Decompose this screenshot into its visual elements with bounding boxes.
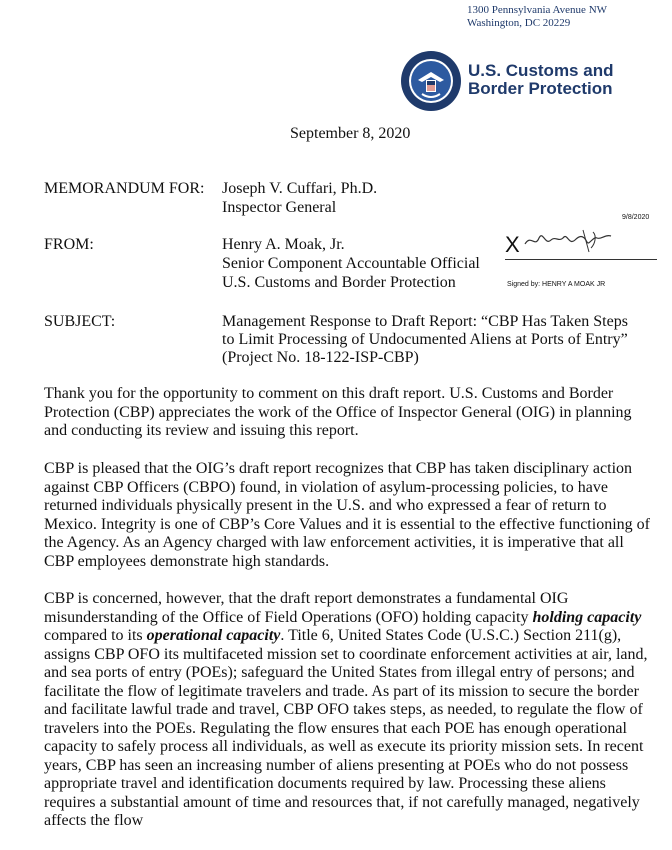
agency-line-1: U.S. Customs and — [468, 61, 614, 80]
memo-subject-line-3: (Project No. 18-122-ISP-CBP) — [222, 349, 419, 366]
memo-subject-line-2: to Limit Processing of Undocumented Aliens at Ports of Entry” — [222, 331, 628, 348]
paragraph-2-text: CBP is pleased that the OIG’s draft report recognizes that CBP has taken disciplinary action against CBP Officers (CBPO) found, in violation of asylum-processing policies, to have returned individuals physically present in the U.S. and who expressed a fear of return to Mexico. Integrity is one of CBP’s Core Values and it is essential to the effective functioning of the Agency. As an Agency charged with law enforcement activities, it is imperative that all CBP employees demonstrate high standards. — [44, 460, 650, 570]
handwritten-signature — [523, 226, 615, 256]
paragraph-3-part-b: compared to its — [44, 627, 147, 644]
memo-from-name: Henry A. Moak, Jr. — [222, 236, 345, 253]
body-paragraph-1 — [44, 385, 654, 441]
letterhead-address — [467, 4, 607, 30]
agency-line-2: Border Protection — [468, 79, 613, 98]
body-paragraph-3 — [44, 590, 654, 831]
memo-for-title: Inspector General — [222, 199, 337, 216]
signature-signed-by: Signed by: HENRY A MOAK JR — [507, 281, 606, 288]
memo-from-label: FROM: — [44, 236, 94, 253]
memo-subject-line-1: Management Response to Draft Report: “CBP Has Taken Steps — [222, 313, 628, 330]
memo-from-org: U.S. Customs and Border Protection — [222, 274, 456, 291]
paragraph-3-part-a: CBP is concerned, however, that the draft report demonstrates a fundamental OIG misunderstanding of the Office of Field Operations (OFO) holding capacity — [44, 590, 569, 626]
memo-date: September 8, 2020 — [290, 125, 411, 142]
paragraph-3-part-c: . Title 6, United States Code (U.S.C.) Section 211(g), assigns CBP OFO its multifaceted mission set to coordinate enforcement activities at air, land, and sea ports of entry (POEs); safeguard the United States from illegal entry of persons; and facilitate the flow of legitimate travelers and trade. As part of its mission to secure the border and facilitate lawful trade and travel, CBP OFO takes steps, as needed, to regulate the flow of travelers into the POEs. Regulating the flow ensures that each POE has enough operational capacity to safely process all individuals, as well as execute its priority mission sets. In recent years, CBP has seen an increasing number of aliens presenting at POEs who do not possess appropriate travel and identification documents required by law. Processing these aliens requires a substantial amount of time and resources that, if not carefully managed, negatively affects the flow — [44, 627, 648, 829]
address-line-2: Washington, DC 20229 — [467, 17, 571, 29]
memo-from-title: Senior Component Accountable Official — [222, 255, 480, 272]
signature-x-mark: X — [505, 232, 520, 257]
signature-line — [505, 259, 657, 260]
emphasis-operational-capacity: operational capacity — [146, 627, 281, 644]
paragraph-1-text: Thank you for the opportunity to comment on this draft report. U.S. Customs and Border Protection (CBP) appreciates the work of the Office of Inspector General (OIG) in planning and conducting its review and issuing this report. — [44, 385, 632, 439]
body-paragraph-2 — [44, 460, 654, 571]
emphasis-holding-capacity: holding capacity — [532, 608, 642, 626]
paragraph-3-text — [44, 590, 654, 831]
memo-subject-label: SUBJECT: — [44, 313, 116, 330]
dhs-seal-icon — [400, 50, 462, 112]
memo-for-name: Joseph V. Cuffari, Ph.D. — [222, 180, 378, 197]
agency-name — [468, 62, 613, 98]
memo-for-label: MEMORANDUM FOR: — [44, 180, 205, 197]
address-line-1: 1300 Pennsylvania Avenue NW — [467, 4, 608, 16]
signature-date: 9/8/2020 — [622, 214, 650, 221]
